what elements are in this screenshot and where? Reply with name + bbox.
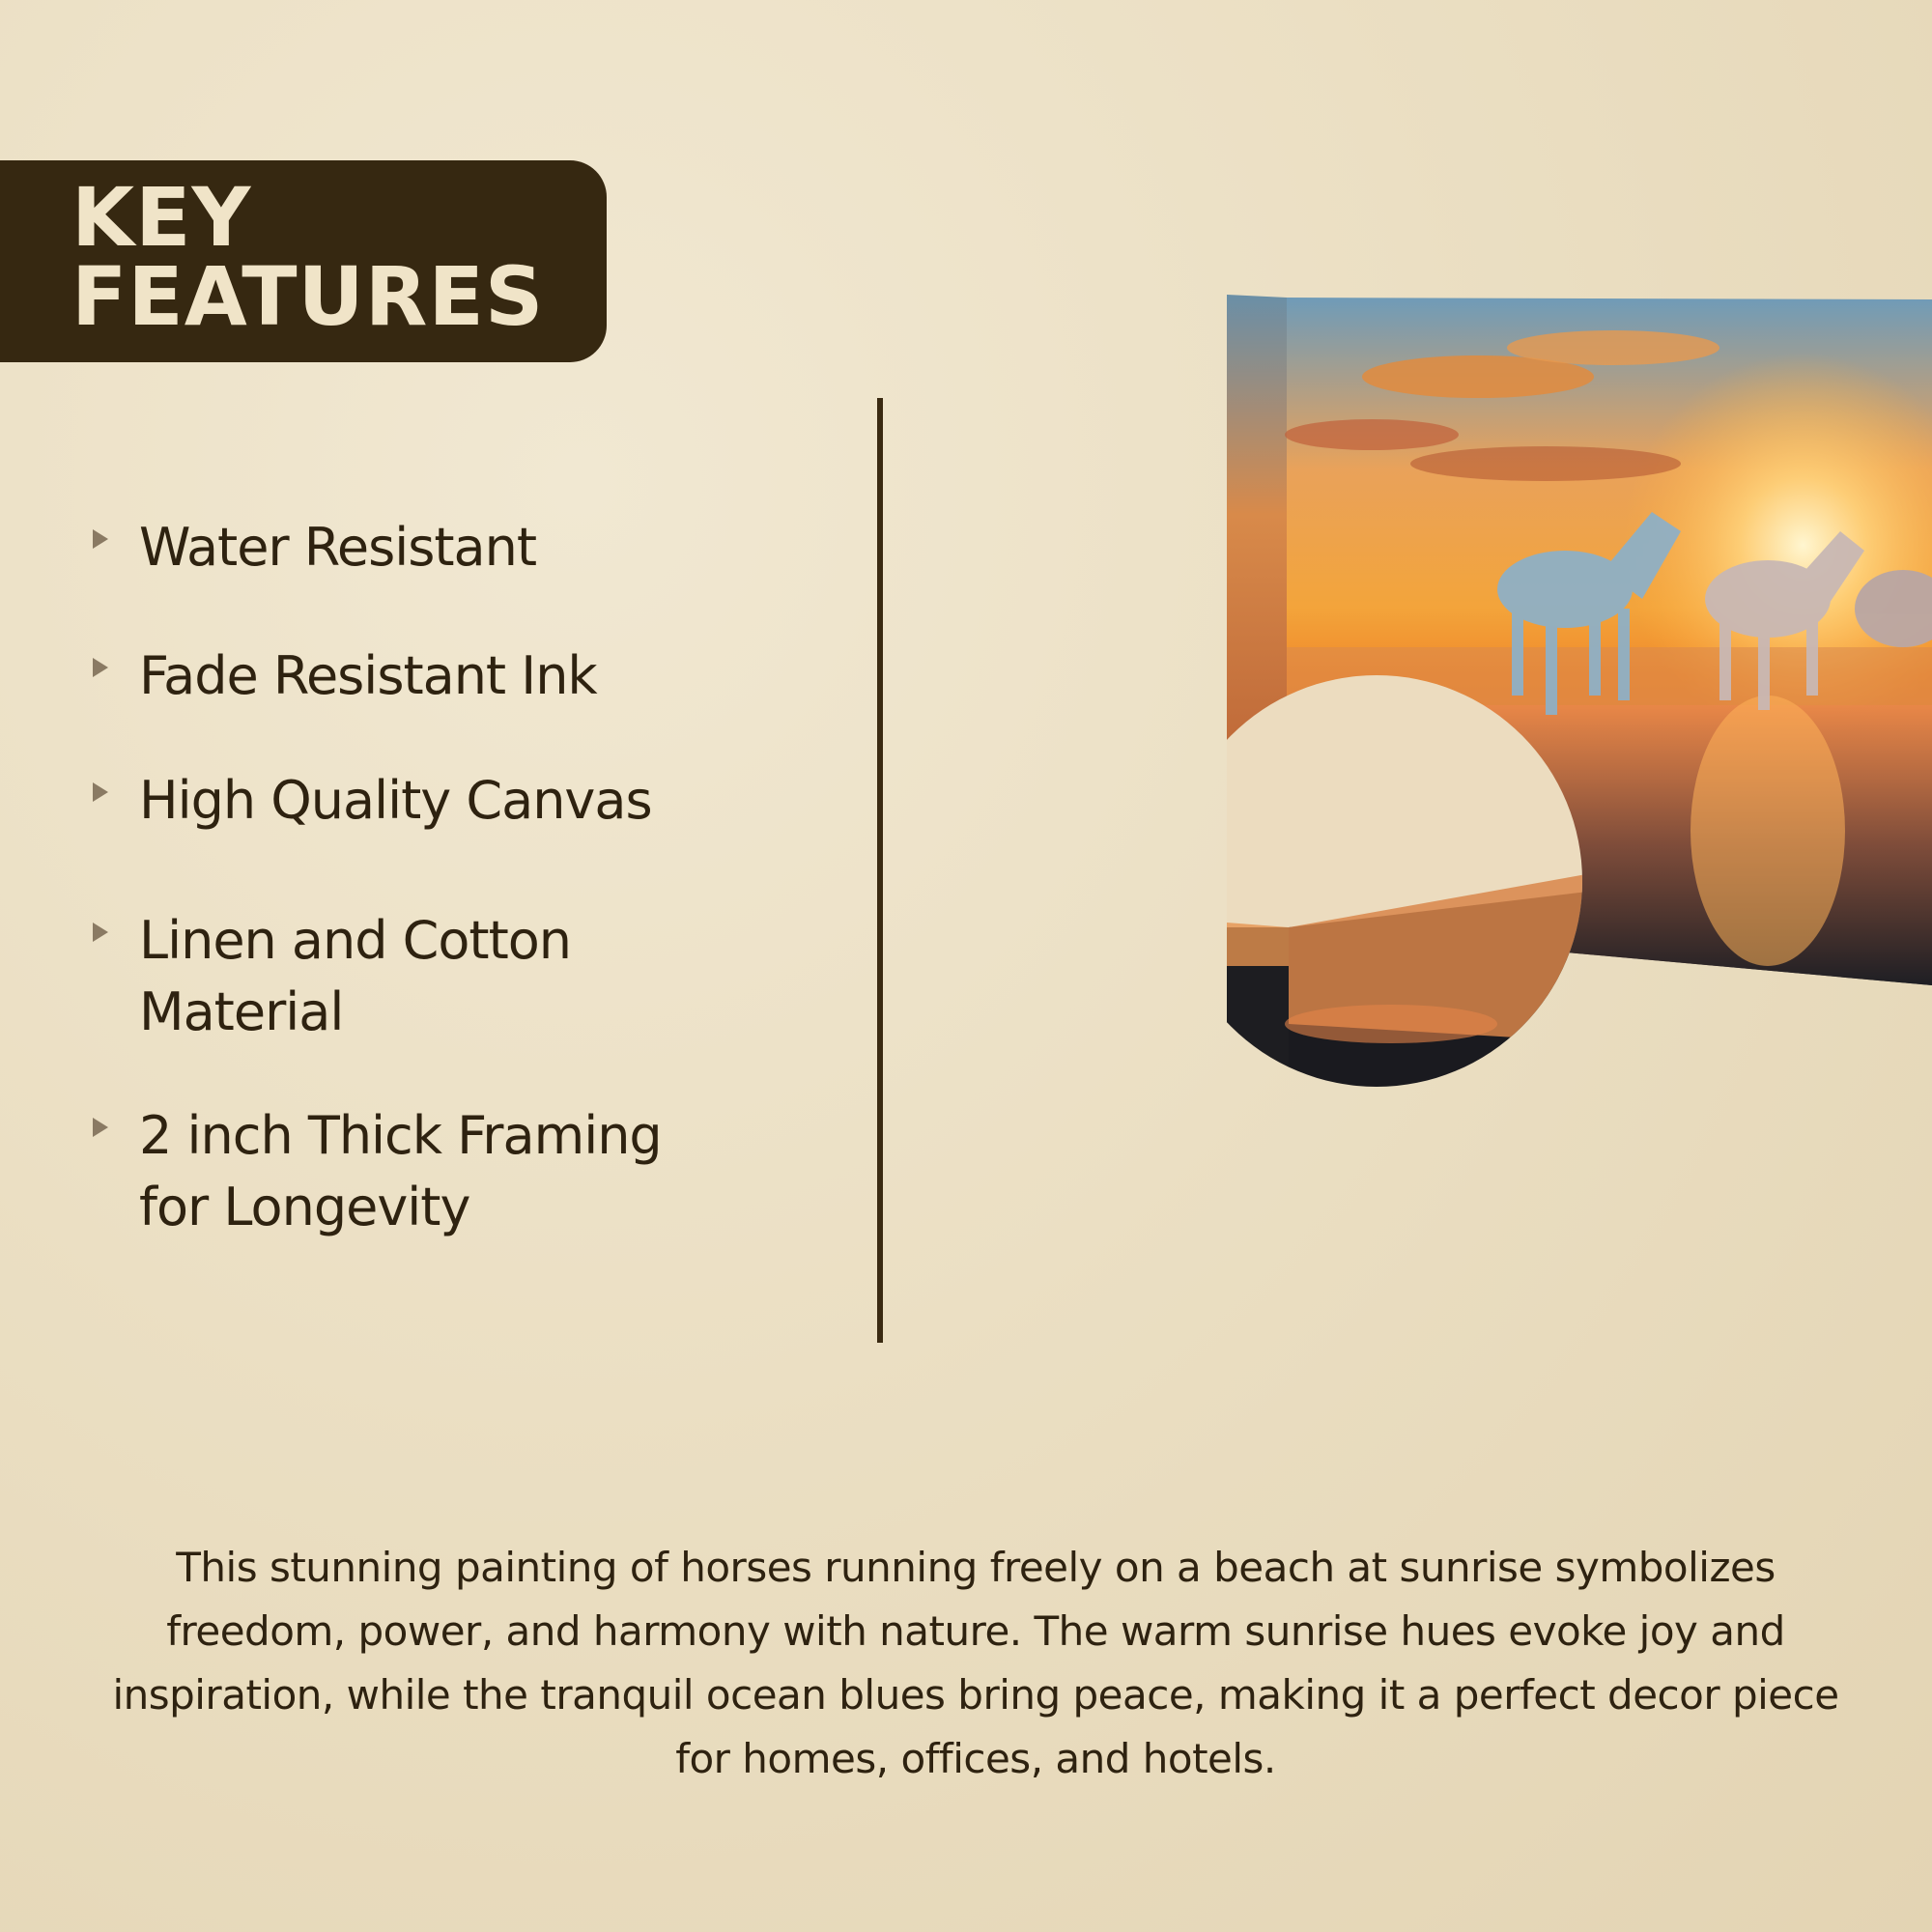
feature-label: Water Resistant (139, 517, 537, 578)
key-features-badge (0, 160, 607, 362)
feature-item-linen-cotton (93, 905, 571, 1048)
feature-label: Linen and Cotton Material (139, 910, 572, 1042)
triangle-bullet-icon (93, 1118, 108, 1137)
triangle-bullet-icon (93, 923, 108, 942)
feature-item-water-resistant (93, 512, 536, 583)
page-title (71, 170, 545, 344)
triangle-bullet-icon (93, 782, 108, 802)
title-line-2: FEATURES (71, 249, 545, 344)
feature-item-thick-framing (93, 1100, 662, 1243)
title-line-1: KEY (71, 170, 252, 265)
feature-label: Fade Resistant Ink (139, 645, 597, 706)
feature-item-high-quality-canvas (93, 765, 652, 837)
vertical-divider (877, 398, 883, 1343)
feature-label: High Quality Canvas (139, 770, 652, 831)
triangle-bullet-icon (93, 529, 108, 549)
product-canvas-image (1227, 290, 1932, 1140)
feature-item-fade-resistant-ink (93, 640, 597, 712)
feature-label: 2 inch Thick Framing for Longevity (139, 1105, 662, 1237)
product-description: This stunning painting of horses running freely on a beach at sunrise symbolizes freedom, power, and harmony with nature. The warm sunrise hues evoke joy and inspiration, while the tranquil ocean blues bring peace, making it a perfect decor piece for homes, offices, and hotels. (112, 1544, 1839, 1782)
canvas-illustration (1227, 290, 1932, 1140)
triangle-bullet-icon (93, 658, 108, 677)
